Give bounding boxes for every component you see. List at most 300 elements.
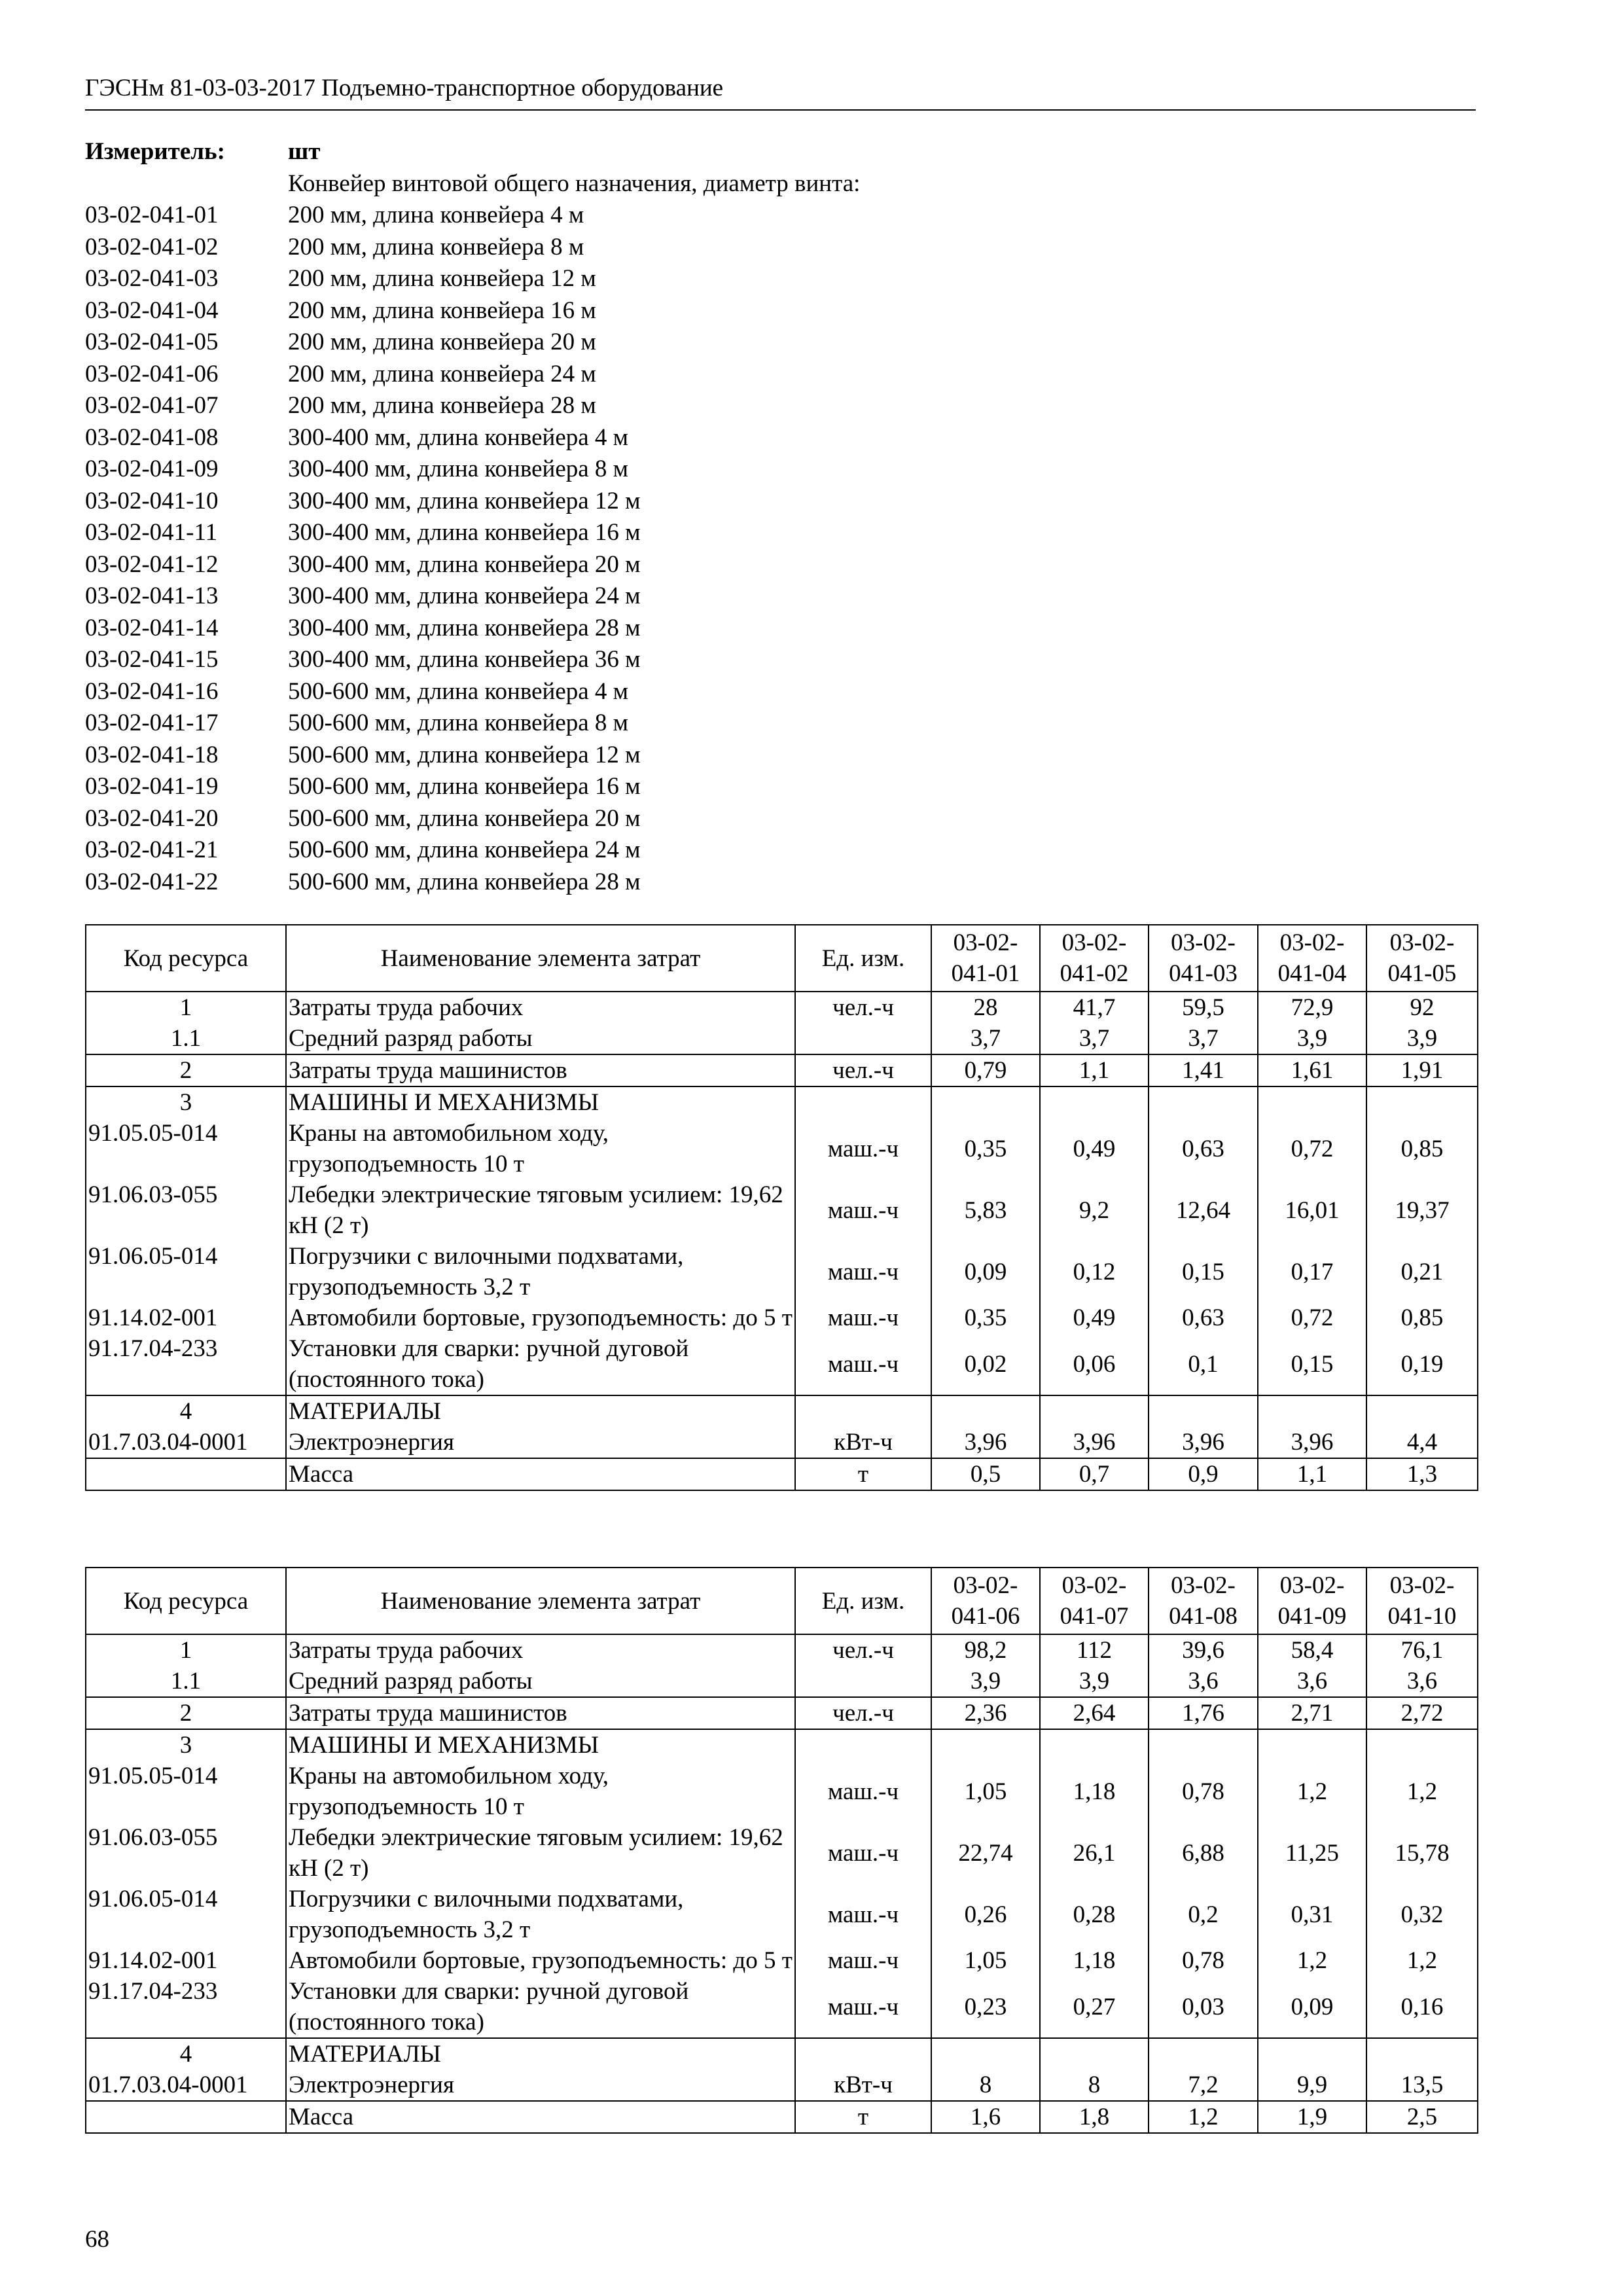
measure-label: Измеритель:: [85, 138, 225, 165]
item-text: 300-400 мм, длина конвейера 20 м: [288, 550, 641, 578]
cell-code: 91.17.04-233: [86, 1976, 286, 2038]
cell-value: 98,2: [931, 1634, 1040, 1666]
cell-value: 3,6: [1149, 1666, 1258, 1697]
list-item: [85, 834, 1476, 867]
cell-unit: маш.-ч: [795, 1761, 931, 1822]
item-text: 200 мм, длина конвейера 16 м: [288, 296, 596, 324]
cell-value: 2,36: [931, 1697, 1040, 1729]
header-column: [1366, 1568, 1478, 1634]
cell-value: 0,72: [1258, 1118, 1366, 1179]
cell-code: [86, 2101, 286, 2133]
cell-code: 01.7.03.04-0001: [86, 1427, 286, 1458]
item-code: 03-02-041-15: [85, 646, 219, 673]
cell-code: 1.1: [86, 1023, 286, 1054]
table-row: [86, 1427, 1478, 1458]
cell-name: Затраты труда машинистов: [286, 1054, 795, 1086]
cell-unit: маш.-ч: [795, 1822, 931, 1884]
list-item: [85, 422, 1476, 454]
cell-value: [931, 1395, 1040, 1427]
cell-value: 0,02: [931, 1333, 1040, 1395]
cell-value: 3,6: [1258, 1666, 1366, 1697]
cell-value: 3,7: [931, 1023, 1040, 1054]
header-column: [931, 925, 1040, 992]
cell-value: 0,16: [1366, 1976, 1478, 2038]
item-text: 300-400 мм, длина конвейера 8 м: [288, 456, 629, 482]
list-item: [85, 740, 1476, 772]
resource-table-1: [85, 924, 1478, 1491]
header-code: Код ресурса: [86, 1568, 286, 1634]
list-item: [85, 549, 1476, 581]
cell-value: [1366, 1086, 1478, 1118]
table-row: [86, 1023, 1478, 1054]
cell-value: [1149, 1729, 1258, 1761]
header-column-line2: 041-05: [1387, 960, 1457, 987]
header-column: [1366, 925, 1478, 992]
cell-code: 1: [86, 992, 286, 1023]
item-code: 03-02-041-03: [85, 265, 219, 292]
cell-name: Краны на автомобильном ходу, грузоподъемность 10 т: [286, 1761, 795, 1822]
table-row: [86, 1118, 1478, 1179]
item-code: 03-02-041-21: [85, 836, 219, 863]
table-row: [86, 992, 1478, 1023]
cell-value: 9,2: [1040, 1179, 1149, 1241]
cell-value: 1,05: [931, 1761, 1040, 1822]
cell-unit: [795, 2038, 931, 2070]
header-column-line2: 041-07: [1060, 1603, 1129, 1630]
cell-value: 0,27: [1040, 1976, 1149, 2038]
cell-value: 12,64: [1149, 1179, 1258, 1241]
measure-unit: шт: [288, 138, 321, 165]
cell-value: 0,85: [1366, 1302, 1478, 1333]
table-row: [86, 1945, 1478, 1976]
list-item: [85, 263, 1476, 295]
cell-value: 0,2: [1149, 1884, 1258, 1945]
cell-value: 0,26: [931, 1884, 1040, 1945]
table-row: [86, 1761, 1478, 1822]
header-column-line1: 03-02-: [1389, 1572, 1455, 1599]
cell-code: 2: [86, 1697, 286, 1729]
cell-value: 0,15: [1258, 1333, 1366, 1395]
cell-value: 13,5: [1366, 2070, 1478, 2101]
cell-value: 1,6: [931, 2101, 1040, 2133]
cell-value: 3,7: [1040, 1023, 1149, 1054]
cell-value: 22,74: [931, 1822, 1040, 1884]
cell-name: Автомобили бортовые, грузоподъемность: до 5 т: [286, 1945, 795, 1976]
cell-value: [1040, 1395, 1149, 1427]
cell-name: Средний разряд работы: [286, 1666, 795, 1697]
header-name: Наименование элемента затрат: [286, 925, 795, 992]
header-column-line1: 03-02-: [1061, 1572, 1127, 1599]
cell-value: 0,09: [931, 1241, 1040, 1302]
item-text: 200 мм, длина конвейера 28 м: [288, 392, 596, 419]
item-text: 200 мм, длина конвейера 20 м: [288, 329, 596, 355]
cell-value: 2,72: [1366, 1697, 1478, 1729]
cell-unit: маш.-ч: [795, 1118, 931, 1179]
cell-code: 91.14.02-001: [86, 1302, 286, 1333]
cell-code: 3: [86, 1086, 286, 1118]
cell-value: 1,2: [1258, 1945, 1366, 1976]
header-unit: Ед. изм.: [795, 925, 931, 992]
item-text: 300-400 мм, длина конвейера 36 м: [288, 646, 641, 673]
item-code: 03-02-041-11: [85, 519, 218, 546]
cell-name: Автомобили бортовые, грузоподъемность: до 5 т: [286, 1302, 795, 1333]
cell-code: 2: [86, 1054, 286, 1086]
cell-unit: кВт-ч: [795, 1427, 931, 1458]
cell-unit: [795, 1395, 931, 1427]
item-code: 03-02-041-20: [85, 804, 219, 832]
cell-name: Погрузчики с вилочными подхватами, грузоподъемность 3,2 т: [286, 1241, 795, 1302]
table-row: [86, 1086, 1478, 1118]
item-text: 200 мм, длина конвейера 12 м: [288, 265, 596, 292]
item-text: 500-600 мм, длина конвейера 8 м: [288, 709, 629, 736]
header-column: [931, 1568, 1040, 1634]
list-item: [85, 644, 1476, 676]
cell-value: [1040, 1729, 1149, 1761]
item-code: 03-02-041-16: [85, 677, 219, 705]
list-item: [85, 708, 1476, 740]
cell-unit: чел.-ч: [795, 992, 931, 1023]
item-code: 03-02-041-06: [85, 360, 219, 387]
header-unit: Ед. изм.: [795, 1568, 931, 1634]
item-code: 03-02-041-19: [85, 773, 219, 800]
header-column: [1149, 925, 1258, 992]
item-code: 03-02-041-14: [85, 614, 219, 641]
cell-name: Краны на автомобильном ходу, грузоподъемность 10 т: [286, 1118, 795, 1179]
cell-value: [1149, 1395, 1258, 1427]
item-code: 03-02-041-09: [85, 456, 219, 482]
item-code: 03-02-041-04: [85, 296, 219, 324]
cell-value: [931, 2038, 1040, 2070]
cell-value: [931, 1086, 1040, 1118]
table-row: [86, 1054, 1478, 1086]
cell-name: Затраты труда рабочих: [286, 1634, 795, 1666]
list-item: [85, 200, 1476, 232]
cell-value: 1,2: [1366, 1761, 1478, 1822]
cell-unit: [795, 1023, 931, 1054]
page-header: ГЭСНм 81-03-03-2017 Подъемно-транспортное оборудование: [85, 73, 1476, 111]
table-row: [86, 1884, 1478, 1945]
cell-value: 4,4: [1366, 1427, 1478, 1458]
item-text: 300-400 мм, длина конвейера 28 м: [288, 614, 641, 641]
cell-value: 0,85: [1366, 1118, 1478, 1179]
cell-value: 1,1: [1040, 1054, 1149, 1086]
item-text: 300-400 мм, длина конвейера 12 м: [288, 487, 641, 514]
cell-name: Масса: [286, 1458, 795, 1490]
item-code: 03-02-041-01: [85, 202, 219, 228]
item-code: 03-02-041-02: [85, 233, 219, 260]
header-column-line1: 03-02-: [953, 929, 1018, 956]
cell-value: 0,35: [931, 1302, 1040, 1333]
item-text: 300-400 мм, длина конвейера 4 м: [288, 423, 629, 451]
header-column-line2: 041-03: [1169, 960, 1238, 987]
cell-value: 1,18: [1040, 1945, 1149, 1976]
header-column: [1040, 1568, 1149, 1634]
table-row: [86, 1333, 1478, 1395]
header-code: Код ресурса: [86, 925, 286, 992]
item-text: 200 мм, длина конвейера 8 м: [288, 233, 584, 260]
cell-name: Масса: [286, 2101, 795, 2133]
cell-value: 1,76: [1149, 1697, 1258, 1729]
page-number: 68: [85, 2226, 109, 2253]
cell-value: 0,72: [1258, 1302, 1366, 1333]
description-row: [85, 168, 1476, 200]
cell-code: 1: [86, 1634, 286, 1666]
item-code: 03-02-041-12: [85, 550, 219, 578]
cell-unit: [795, 1729, 931, 1761]
header-column-line1: 03-02-: [1171, 929, 1236, 956]
cell-unit: маш.-ч: [795, 1884, 931, 1945]
cell-value: 58,4: [1258, 1634, 1366, 1666]
cell-code: 3: [86, 1729, 286, 1761]
table-row: [86, 1822, 1478, 1884]
cell-value: 2,5: [1366, 2101, 1478, 2133]
table-row: [86, 2101, 1478, 2133]
list-item: [85, 771, 1476, 803]
cell-value: 1,61: [1258, 1054, 1366, 1086]
cell-value: 28: [931, 992, 1040, 1023]
cell-value: 8: [931, 2070, 1040, 2101]
cell-unit: маш.-ч: [795, 1945, 931, 1976]
header-column: [1040, 925, 1149, 992]
cell-value: 0,31: [1258, 1884, 1366, 1945]
cell-value: 1,2: [1258, 1761, 1366, 1822]
cell-value: 0,79: [931, 1054, 1040, 1086]
cell-value: 3,96: [1258, 1427, 1366, 1458]
header-column-line1: 03-02-: [1061, 929, 1127, 956]
cell-value: 6,88: [1149, 1822, 1258, 1884]
cell-value: 0,06: [1040, 1333, 1149, 1395]
header-column-line2: 041-06: [951, 1603, 1020, 1630]
cell-value: 59,5: [1149, 992, 1258, 1023]
cell-value: [1040, 2038, 1149, 2070]
measure-row: [85, 136, 1476, 168]
cell-value: [1040, 1086, 1149, 1118]
cell-value: 0,78: [1149, 1761, 1258, 1822]
cell-value: 15,78: [1366, 1822, 1478, 1884]
cell-name: Установки для сварки: ручной дуговой (постоянного тока): [286, 1333, 795, 1395]
cell-code: 91.06.03-055: [86, 1179, 286, 1241]
cell-code: 4: [86, 2038, 286, 2070]
cell-unit: чел.-ч: [795, 1634, 931, 1666]
cell-unit: маш.-ч: [795, 1241, 931, 1302]
cell-value: [1149, 1086, 1258, 1118]
cell-value: 1,9: [1258, 2101, 1366, 2133]
cell-value: 0,78: [1149, 1945, 1258, 1976]
cell-value: 3,9: [1366, 1023, 1478, 1054]
list-item: [85, 232, 1476, 264]
header-column-line2: 041-08: [1169, 1603, 1238, 1630]
cell-unit: маш.-ч: [795, 1179, 931, 1241]
cell-value: 0,63: [1149, 1302, 1258, 1333]
item-text: 500-600 мм, длина конвейера 16 м: [288, 773, 641, 800]
cell-name: Установки для сварки: ручной дуговой (постоянного тока): [286, 1976, 795, 2038]
cell-value: 0,15: [1149, 1241, 1258, 1302]
cell-unit: кВт-ч: [795, 2070, 931, 2101]
item-text: 300-400 мм, длина конвейера 16 м: [288, 519, 641, 546]
table-header-row: [86, 1568, 1478, 1634]
list-item: [85, 517, 1476, 549]
cell-value: [1258, 1395, 1366, 1427]
cell-value: 0,09: [1258, 1976, 1366, 2038]
cell-code: 91.05.05-014: [86, 1761, 286, 1822]
list-item: [85, 613, 1476, 645]
cell-value: 3,9: [1258, 1023, 1366, 1054]
header-column-line1: 03-02-: [1389, 929, 1455, 956]
cell-value: 26,1: [1040, 1822, 1149, 1884]
cell-value: 0,35: [931, 1118, 1040, 1179]
cell-code: 4: [86, 1395, 286, 1427]
cell-unit: чел.-ч: [795, 1697, 931, 1729]
cell-value: 0,23: [931, 1976, 1040, 2038]
cell-value: 3,9: [1040, 1666, 1149, 1697]
cell-value: 2,71: [1258, 1697, 1366, 1729]
cell-value: 0,12: [1040, 1241, 1149, 1302]
cell-code: 91.06.03-055: [86, 1822, 286, 1884]
item-text: 500-600 мм, длина конвейера 28 м: [288, 868, 641, 895]
table-header-row: [86, 925, 1478, 992]
cell-value: 0,21: [1366, 1241, 1478, 1302]
cell-unit: [795, 1086, 931, 1118]
cell-value: 72,9: [1258, 992, 1366, 1023]
cell-value: 11,25: [1258, 1822, 1366, 1884]
cell-value: 1,91: [1366, 1054, 1478, 1086]
table-row: [86, 2038, 1478, 2070]
cell-value: 8: [1040, 2070, 1149, 2101]
cell-name: МАТЕРИАЛЫ: [286, 1395, 795, 1427]
cell-code: 91.14.02-001: [86, 1945, 286, 1976]
item-code: 03-02-041-05: [85, 329, 219, 355]
cell-name: Электроэнергия: [286, 2070, 795, 2101]
cell-value: 5,83: [931, 1179, 1040, 1241]
item-text: 200 мм, длина конвейера 4 м: [288, 202, 584, 228]
cell-value: 19,37: [1366, 1179, 1478, 1241]
header-column-line2: 041-02: [1060, 960, 1129, 987]
list-item: [85, 581, 1476, 613]
cell-value: 0,49: [1040, 1302, 1149, 1333]
cell-value: [1149, 2038, 1258, 2070]
table-row: [86, 1697, 1478, 1729]
table-row: [86, 1241, 1478, 1302]
header-column-line1: 03-02-: [1171, 1572, 1236, 1599]
cell-value: 0,9: [1149, 1458, 1258, 1490]
measure-section: [85, 136, 1476, 898]
cell-value: 3,6: [1366, 1666, 1478, 1697]
cell-unit: маш.-ч: [795, 1333, 931, 1395]
list-item: [85, 803, 1476, 835]
cell-name: МАТЕРИАЛЫ: [286, 2038, 795, 2070]
list-item: [85, 327, 1476, 359]
cell-value: 3,9: [931, 1666, 1040, 1697]
cell-value: 3,96: [1040, 1427, 1149, 1458]
cell-value: 1,1: [1258, 1458, 1366, 1490]
cell-unit: маш.-ч: [795, 1976, 931, 2038]
header-column-line2: 041-01: [951, 960, 1020, 987]
cell-value: [1366, 1729, 1478, 1761]
cell-value: 1,2: [1366, 1945, 1478, 1976]
cell-value: 76,1: [1366, 1634, 1478, 1666]
header-column-line2: 041-04: [1277, 960, 1347, 987]
cell-name: Погрузчики с вилочными подхватами, грузоподъемность 3,2 т: [286, 1884, 795, 1945]
cell-value: 112: [1040, 1634, 1149, 1666]
cell-value: 1,3: [1366, 1458, 1478, 1490]
cell-value: 0,7: [1040, 1458, 1149, 1490]
header-column-line1: 03-02-: [1279, 1572, 1345, 1599]
item-text: 500-600 мм, длина конвейера 24 м: [288, 836, 641, 863]
description: Конвейер винтовой общего назначения, диаметр винта:: [288, 170, 861, 197]
cell-value: 0,1: [1149, 1333, 1258, 1395]
cell-value: 0,5: [931, 1458, 1040, 1490]
header-column-line1: 03-02-: [953, 1572, 1018, 1599]
table-row: [86, 1666, 1478, 1697]
table-row: [86, 1302, 1478, 1333]
cell-value: [931, 1729, 1040, 1761]
list-item: [85, 867, 1476, 899]
cell-value: 41,7: [1040, 992, 1149, 1023]
table-row: [86, 1179, 1478, 1241]
cell-value: [1258, 1086, 1366, 1118]
cell-value: 1,18: [1040, 1761, 1149, 1822]
item-code: 03-02-041-18: [85, 741, 219, 768]
cell-name: Затраты труда рабочих: [286, 992, 795, 1023]
table-row: [86, 1634, 1478, 1666]
cell-value: 1,05: [931, 1945, 1040, 1976]
item-text: 500-600 мм, длина конвейера 20 м: [288, 804, 641, 832]
table-row: [86, 1395, 1478, 1427]
cell-value: 0,19: [1366, 1333, 1478, 1395]
item-text: 500-600 мм, длина конвейера 12 м: [288, 741, 641, 768]
cell-value: 0,32: [1366, 1884, 1478, 1945]
cell-code: 91.17.04-233: [86, 1333, 286, 1395]
cell-name: Электроэнергия: [286, 1427, 795, 1458]
item-text: 500-600 мм, длина конвейера 4 м: [288, 677, 629, 705]
cell-code: 91.05.05-014: [86, 1118, 286, 1179]
cell-unit: [795, 1666, 931, 1697]
cell-unit: т: [795, 1458, 931, 1490]
cell-value: 92: [1366, 992, 1478, 1023]
header-column-line2: 041-09: [1277, 1603, 1347, 1630]
item-text: 200 мм, длина конвейера 24 м: [288, 360, 596, 387]
cell-value: 2,64: [1040, 1697, 1149, 1729]
header-column: [1258, 1568, 1366, 1634]
table-row: [86, 1976, 1478, 2038]
item-code: 03-02-041-13: [85, 583, 219, 609]
cell-value: 0,17: [1258, 1241, 1366, 1302]
table-row: [86, 1458, 1478, 1490]
list-item: [85, 486, 1476, 518]
item-code: 03-02-041-10: [85, 487, 219, 514]
header-column-line2: 041-10: [1387, 1603, 1457, 1630]
cell-value: 1,8: [1040, 2101, 1149, 2133]
header-name: Наименование элемента затрат: [286, 1568, 795, 1634]
cell-value: [1258, 2038, 1366, 2070]
cell-code: 01.7.03.04-0001: [86, 2070, 286, 2101]
cell-value: 0,03: [1149, 1976, 1258, 2038]
cell-name: МАШИНЫ И МЕХАНИЗМЫ: [286, 1729, 795, 1761]
header-column: [1258, 925, 1366, 992]
cell-code: 1.1: [86, 1666, 286, 1697]
cell-value: 7,2: [1149, 2070, 1258, 2101]
item-text: 300-400 мм, длина конвейера 24 м: [288, 583, 641, 609]
table-row: [86, 2070, 1478, 2101]
cell-name: Лебедки электрические тяговым усилием: 19,62 кН (2 т): [286, 1179, 795, 1241]
cell-value: 3,96: [1149, 1427, 1258, 1458]
resource-table-2: [85, 1567, 1478, 2134]
table-row: [86, 1729, 1478, 1761]
cell-name: МАШИНЫ И МЕХАНИЗМЫ: [286, 1086, 795, 1118]
cell-value: 16,01: [1258, 1179, 1366, 1241]
cell-value: [1258, 1729, 1366, 1761]
cell-code: 91.06.05-014: [86, 1884, 286, 1945]
